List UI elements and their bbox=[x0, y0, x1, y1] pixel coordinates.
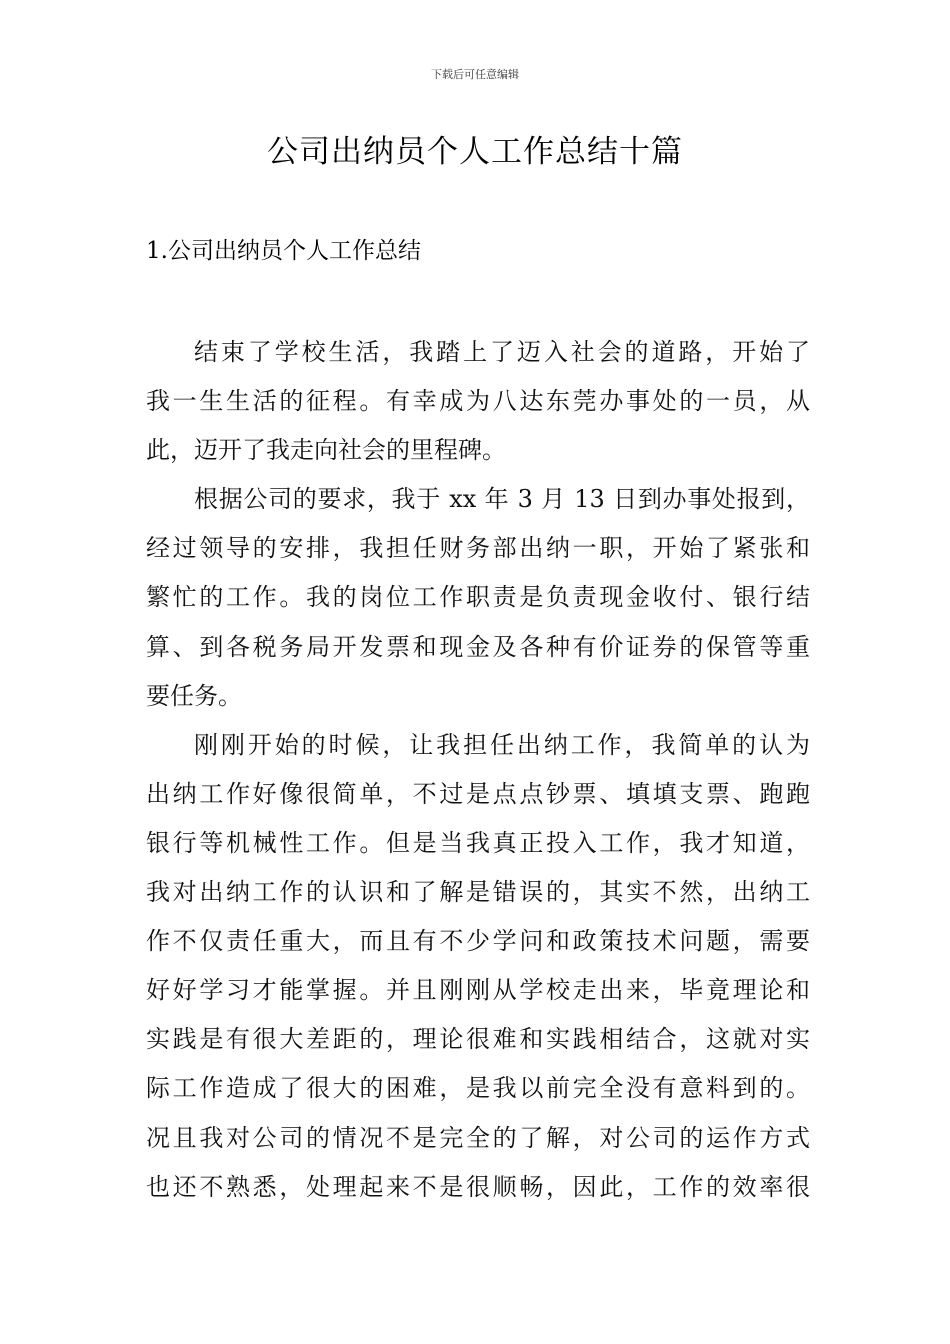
paragraph-line: 此，迈开了我走向社会的里程碑。 bbox=[146, 436, 506, 465]
paragraph-line: 刚刚开始的时候，让我担任出纳工作，我简单的认为 bbox=[194, 730, 810, 759]
paragraph-line: 算、到各税务局开发票和现金及各种有价证券的保管等重 bbox=[146, 632, 810, 661]
paragraph-line: 要任务。 bbox=[146, 681, 242, 710]
paragraph-line: 我对出纳工作的认识和了解是错误的，其实不然，出纳工 bbox=[146, 878, 810, 907]
section-heading: 1.公司出纳员个人工作总结 bbox=[146, 238, 421, 264]
paragraph-line: 出纳工作好像很简单，不过是点点钞票、填填支票、跑跑 bbox=[146, 779, 810, 808]
document-title: 公司出纳员个人工作总结十篇 bbox=[267, 134, 683, 170]
paragraph-line: 繁忙的工作。我的岗位工作职责是负责现金收付、银行结 bbox=[146, 583, 810, 612]
paragraph-line: 结束了学校生活，我踏上了迈入社会的道路，开始了 bbox=[194, 338, 810, 366]
paragraph-line: 作不仅责任重大，而且有不少学问和政策技术问题，需要 bbox=[146, 927, 810, 956]
paragraph-line: 好好学习才能掌握。并且刚刚从学校走出来，毕竟理论和 bbox=[146, 976, 810, 1005]
body-text bbox=[146, 328, 810, 1212]
paragraph-line: 银行等机械性工作。但是当我真正投入工作，我才知道， bbox=[146, 828, 810, 857]
paragraph-line: 实践是有很大差距的，理论很难和实践相结合，这就对实 bbox=[146, 1025, 810, 1054]
paragraph-line: 际工作造成了很大的困难，是我以前完全没有意料到的。 bbox=[146, 1074, 810, 1103]
paragraph-line: 根据公司的要求，我于 xx 年 3 月 13 日到办事处报到， bbox=[194, 485, 810, 514]
paragraph-line: 况且我对公司的情况不是完全的了解，对公司的运作方式 bbox=[146, 1123, 810, 1152]
paragraph-line: 经过领导的安排，我担任财务部出纳一职，开始了紧张和 bbox=[146, 534, 810, 563]
paragraph-line: 我一生生活的征程。有幸成为八达东莞办事处的一员，从 bbox=[146, 387, 810, 416]
paragraph-line: 也还不熟悉，处理起来不是很顺畅，因此，工作的效率很 bbox=[146, 1172, 810, 1201]
header-note: 下载后可任意编辑 bbox=[431, 68, 519, 81]
